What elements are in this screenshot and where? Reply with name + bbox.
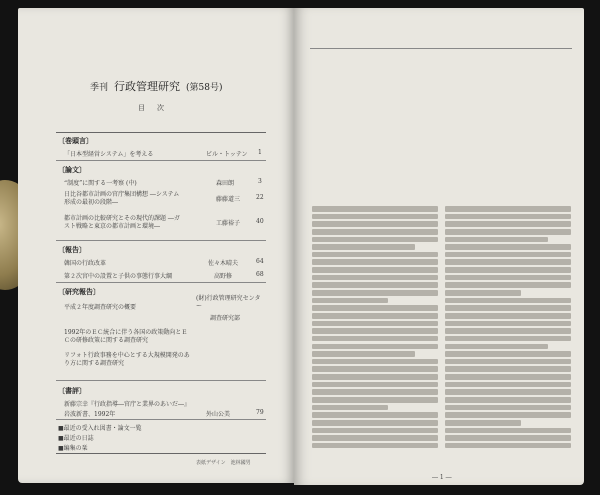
- rule: [56, 132, 266, 133]
- issue-number: (第58号): [186, 83, 223, 93]
- toc-entry-title: 新藤宗幸『行政指導―官庁と業界のあいだ―』: [64, 401, 191, 408]
- toc-entry-page: 3: [258, 178, 262, 185]
- toc-entry-page: 1: [258, 149, 262, 156]
- toc-entry-author: 佐々木晴夫: [208, 260, 239, 267]
- toc-entry-author: 藤藤道三: [216, 196, 241, 203]
- rule: [56, 240, 266, 241]
- toc-entry-title: 日比谷都市計画の官庁集団構想 ―システム形成の最初の段階―: [64, 191, 180, 206]
- rule: [56, 453, 266, 454]
- colophon: 表紙デザイン 池林國男: [196, 460, 251, 466]
- toc-entry-title: 「日本型経営システム」を考える: [64, 151, 154, 158]
- rule: [56, 419, 266, 420]
- toc-entry-author: 森田朗: [216, 180, 235, 187]
- toc-entry-author: 工藤裕子: [216, 220, 241, 227]
- toc-entry-author: ビル・トッテン: [206, 151, 248, 158]
- section-heading: 〔報告〕: [58, 245, 86, 254]
- body-column-right: [445, 206, 571, 451]
- rule: [56, 282, 266, 283]
- rule: [56, 160, 266, 161]
- toc-entry-author: (財)行政管理研究センター: [196, 295, 261, 310]
- journal-label: 季刊: [90, 83, 109, 93]
- footer-item: ■編集の栞: [58, 445, 88, 452]
- rule: [56, 380, 266, 381]
- toc-entry-title: リフォト行政事務を中心とする大規模開発のあり方に関する調査研究: [64, 352, 190, 367]
- toc-heading: 目次: [138, 104, 176, 112]
- toc-entry-page: 40: [256, 218, 264, 225]
- toc-entry-author: 調査研究部: [210, 315, 241, 322]
- section-heading: 〔研究報告〕: [58, 287, 100, 296]
- toc-entry-title: “制度”に関する一考察 (中): [64, 180, 137, 187]
- footer-item: ■最近の受入れ図書・論文一覧: [58, 425, 142, 432]
- toc-entry-page: 68: [256, 271, 264, 278]
- toc-entry-title: 第２次宮中の設置と子供の事態行事大綱: [64, 273, 173, 280]
- page-number: ― 1 ―: [432, 474, 452, 481]
- section-heading: 〔論文〕: [58, 165, 86, 174]
- toc-entry-title: 平成２年度調査研究の概要: [64, 304, 137, 311]
- toc-entry-title: 1992年のＥＣ統合に伴う各国の政策動向とＥＣの研修政策に関する調査研究: [64, 329, 188, 344]
- journal-name: 行政管理研究: [114, 80, 181, 93]
- right-page-article: [294, 8, 584, 485]
- toc-entry-page: 64: [256, 258, 264, 265]
- body-column-left: [312, 206, 438, 451]
- toc-entry-title: 岩波新書、1992年: [64, 411, 116, 418]
- toc-entry-author: 高野修: [214, 273, 233, 280]
- rule: [310, 48, 572, 49]
- journal-title: [90, 78, 223, 94]
- toc-entry-author: 外山公美: [206, 411, 231, 418]
- section-heading: 〔巻頭言〕: [58, 136, 93, 145]
- footer-item: ■最近の日誌: [58, 435, 94, 442]
- left-page-toc: [18, 8, 294, 483]
- toc-entry-page: 22: [256, 194, 264, 201]
- section-heading: 〔書評〕: [58, 386, 86, 395]
- toc-entry-title: 韓国の行政改革: [64, 260, 107, 267]
- toc-entry-title: 都市計画の比較研究とその現代的課題 ―ガスト戦略と東京の都市計画と環境―: [64, 215, 180, 230]
- toc-entry-page: 79: [256, 409, 264, 416]
